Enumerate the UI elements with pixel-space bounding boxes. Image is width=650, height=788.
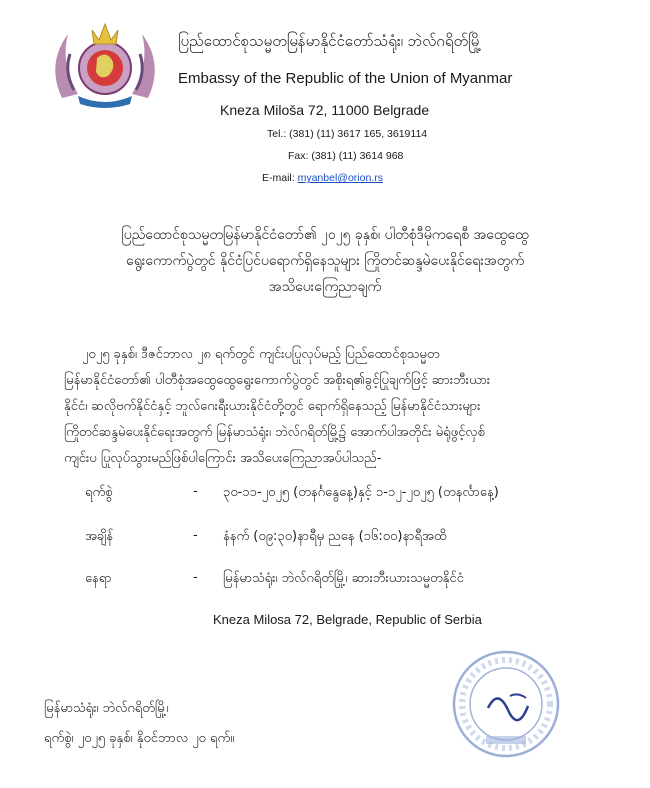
schedule-time-label: အချိန် — [85, 529, 114, 544]
venue-address-english: Kneza Milosa 72, Belgrade, Republic of Serbia — [213, 612, 482, 627]
embassy-email — [262, 172, 383, 184]
embassy-address: Kneza Miloša 72, 11000 Belgrade — [220, 102, 430, 118]
announcement-title — [40, 222, 610, 300]
body-line-5: ကျင်းပ ပြုလုပ်သွားမည်ဖြစ်ပါကြောင်း အသိပေးကြေညာအပ်ပါသည်- — [64, 451, 382, 466]
schedule-venue-value: မြန်မာသံရုံး၊ ဘဲလ်ဂရိတ်မြို့၊ ဆားဘီးယားသမ္မတနိုင်ငံ — [223, 571, 464, 586]
schedule-date-dash: - — [193, 484, 198, 499]
body-line-3: နိုင်ငံ၊ ဆလိုဗက်နိုင်ငံနှင့် ဘူလ်ဂေးရီးယားနိုင်ငံတို့တွင် ရောက်ရှိနေသည့် မြန်မာနိုင်ငံသားများ — [64, 399, 481, 414]
body-line-4: ကြိုတင်ဆန္ဒမဲပေးနိုင်ရေးအတွက် မြန်မာသံရုံး၊ ဘဲလ်ဂရိတ်မြို့၌ အောက်ပါအတိုင်း မဲရုံဖွင့်လှစ် — [64, 425, 485, 440]
schedule-date-value: ၃၀-၁၁-၂၀၂၅ (တနင်္ဂနွေနေ့)နှင့် ၁-၁၂-၂၀၂၅ (တနင်္လာနေ့) — [223, 485, 499, 500]
schedule-date-label: ရက်စွဲ — [85, 485, 113, 500]
embassy-fax: Fax: (381) (11) 3614 968 — [288, 150, 404, 162]
email-label: E-mail: — [262, 172, 298, 184]
body-line-2: မြန်မာနိုင်ငံတော်၏ ပါတီစုံအထွေထွေရွေးကောက်ပွဲတွင် အစိုးရ၏ခွင့်ပြုချက်ဖြင့် ဆားဘီးယား — [64, 373, 491, 388]
schedule-time-value: နံနက် (၀၉:၃၀)နာရီမှ ညနေ (၁၆:၀၀)နာရီအထိ — [223, 529, 447, 544]
title-line-3: အသိပေးကြေညာချက် — [268, 279, 382, 295]
embassy-stamp-icon — [448, 648, 568, 760]
email-link[interactable]: myanbel@orion.rs — [297, 172, 383, 184]
announcement-body — [64, 342, 564, 472]
schedule-venue-dash: - — [193, 570, 198, 585]
title-line-1: ပြည်ထောင်စုသမ္မတမြန်မာနိုင်ငံတော်၏ ၂၀၂၅ ခုနှစ်၊ ပါတီစုံဒီမိုကရေစီ အထွေထွေ — [121, 227, 529, 243]
state-seal-emblem-icon — [40, 20, 170, 112]
date-line: ရက်စွဲ၊ ၂၀၂၅ ခုနှစ်၊ နိုဝင်ဘာလ ၂၀ ရက်။ — [44, 731, 235, 746]
title-line-2: ရွေးကောက်ပွဲတွင် နိုင်ငံပြင်ပရောက်ရှိနေသူများ ကြိုတင်ဆန္ဒမဲပေးနိုင်ရေးအတွက် — [125, 253, 525, 269]
embassy-telephone: Tel.: (381) (11) 3617 165, 3619114 — [267, 128, 428, 140]
embassy-name-english: Embassy of the Republic of the Union of Myanmar — [178, 70, 513, 87]
schedule-venue-label: နေရာ — [85, 571, 112, 586]
schedule-time-dash: - — [193, 528, 198, 543]
body-line-1: ၂၀၂၅ ခုနှစ်၊ ဒီဇင်ဘာလ ၂၈ ရက်တွင် ကျင်းပပြုလုပ်မည့် ပြည်ထောင်စုသမ္မတ — [82, 347, 440, 362]
issuer-line: မြန်မာသံရုံး၊ ဘဲလ်ဂရိတ်မြို့၊ — [44, 701, 169, 716]
embassy-name-myanmar: ပြည်ထောင်စုသမ္မတမြန်မာနိုင်ငံတော်သံရုံး၊ ဘဲလ်ဂရိတ်မြို့ — [178, 32, 482, 50]
